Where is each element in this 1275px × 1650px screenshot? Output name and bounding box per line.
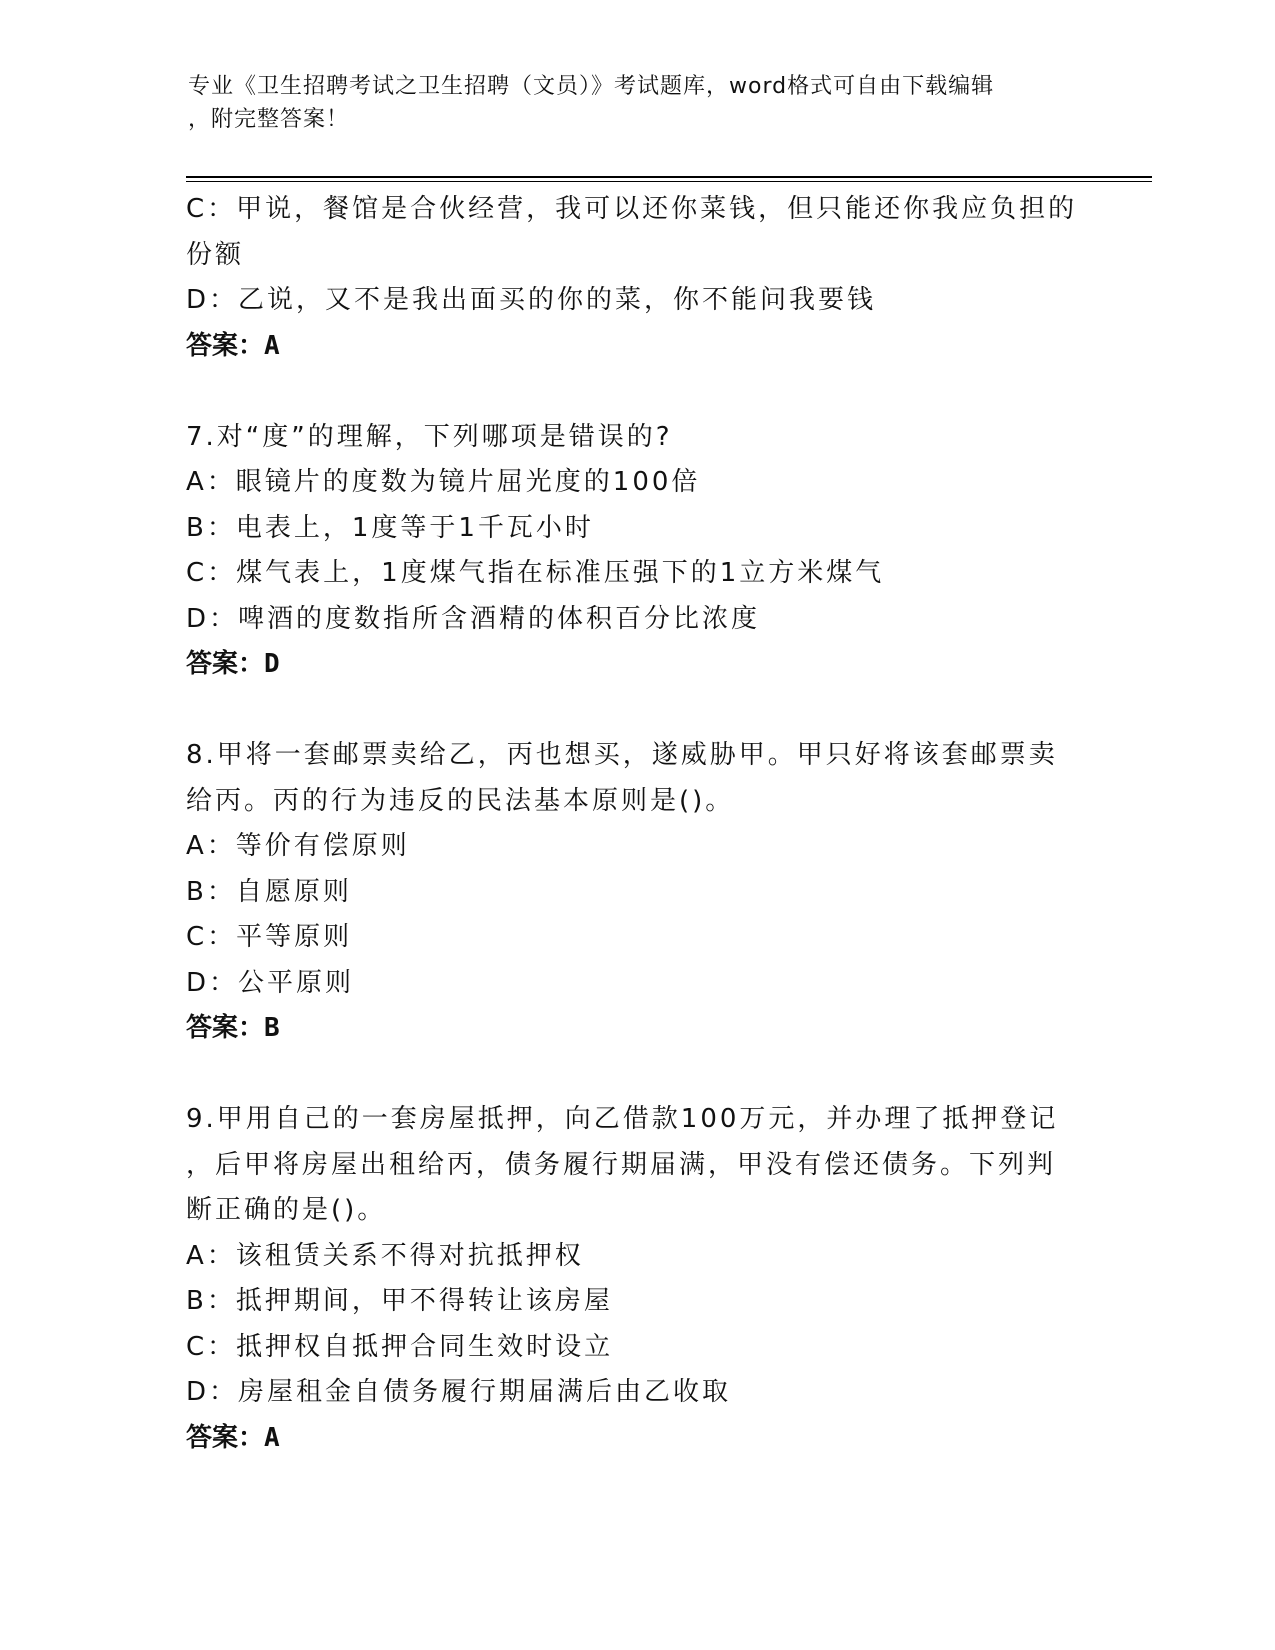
header-divider-thin	[186, 181, 1152, 182]
answer: 答案：A	[186, 1422, 280, 1453]
option-c: C：煤气表上，1度煤气指在标准压强下的1立方米煤气	[186, 558, 885, 588]
option-d: D：房屋租金自债务履行期届满后由乙收取	[186, 1377, 732, 1407]
question-stem-line-1: 9.甲用自己的一套房屋抵押，向乙借款100万元，并办理了抵押登记	[186, 1104, 1059, 1134]
option-c: C：抵押权自抵押合同生效时设立	[186, 1331, 614, 1362]
spacer	[186, 369, 1086, 415]
option-a: A：眼镜片的度数为镜片屈光度的100倍	[186, 467, 701, 497]
spacer	[186, 688, 1086, 734]
spacer	[186, 1052, 1086, 1098]
option-d: D：公平原则	[186, 967, 355, 998]
option-a: A：该租赁关系不得对抗抵押权	[186, 1240, 584, 1271]
question-block-7	[186, 415, 1086, 688]
question-block-8	[186, 733, 1086, 1052]
header-line-2: ，附完整答案！	[188, 107, 350, 132]
answer: 答案：B	[186, 1013, 280, 1043]
option-c-line-1: C：甲说，餐馆是合伙经营，我可以还你菜钱，但只能还你我应负担的	[186, 194, 1078, 224]
option-b: B：抵押期间，甲不得转让该房屋	[186, 1286, 613, 1316]
answer: 答案：D	[186, 649, 280, 679]
option-c: C：平等原则	[186, 922, 353, 952]
answer: 答案：A	[186, 330, 280, 361]
option-b: B：自愿原则	[186, 876, 352, 907]
question-block-6-continued	[186, 187, 1086, 369]
document-header	[188, 70, 1068, 136]
question-stem-line-1: 8.甲将一套邮票卖给乙，丙也想买，遂威胁甲。甲只好将该套邮票卖	[186, 740, 1058, 770]
option-a: A：等价有偿原则	[186, 831, 410, 861]
question-block-9	[186, 1097, 1086, 1461]
question-stem-line-2: ，后甲将房屋出租给丙，债务履行期届满，甲没有偿还债务。下列判	[186, 1149, 1057, 1180]
question-stem-line-3: 断正确的是()。	[186, 1195, 387, 1225]
option-b: B：电表上，1度等于1千瓦小时	[186, 512, 594, 543]
option-d: D：乙说，又不是我出面买的你的菜，你不能问我要钱	[186, 285, 877, 315]
option-c-line-2: 份额	[186, 239, 245, 270]
question-stem-line-2: 给丙。丙的行为违反的民法基本原则是()。	[186, 785, 735, 816]
header-line-1: 专业《卫生招聘考试之卫生招聘（文员）》考试题库，word格式可自由下载编辑	[188, 74, 995, 99]
option-d: D：啤酒的度数指所含酒精的体积百分比浓度	[186, 603, 761, 634]
question-list	[186, 187, 1086, 1461]
question-stem: 7.对“度”的理解，下列哪项是错误的?	[186, 421, 673, 452]
header-divider-thick	[186, 176, 1152, 178]
